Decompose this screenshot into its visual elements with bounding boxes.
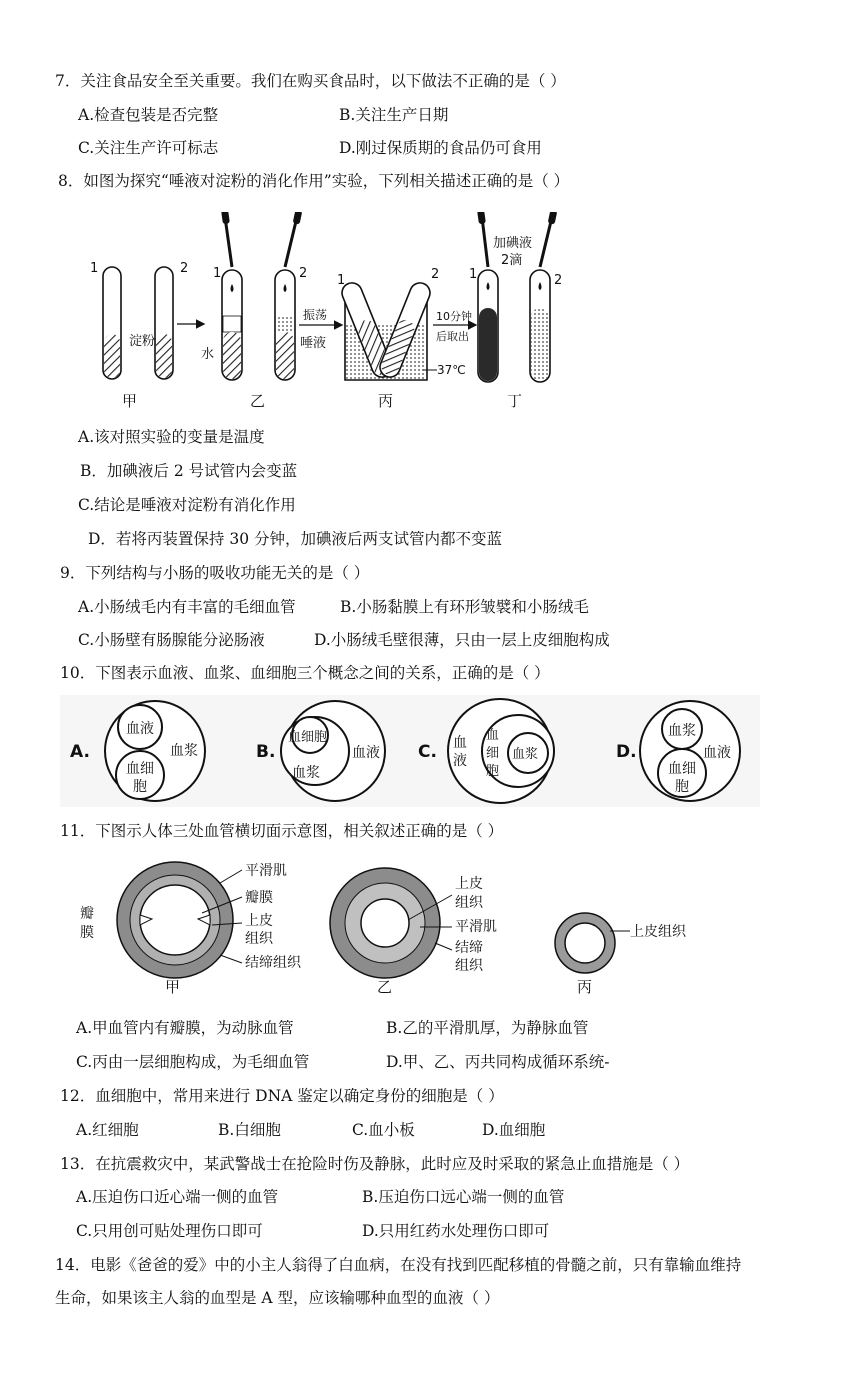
q8-experiment-figure <box>85 212 585 422</box>
bing-tube1-label: 1 <box>337 273 346 288</box>
jia-conn: 结缔组织 <box>245 955 301 971</box>
yi-conn2: 组织 <box>455 958 483 974</box>
q7-stem: 7．关注食品安全至关重要。我们在购买食品时，以下做法不正确的是（ ） <box>55 72 566 90</box>
fig-c-blood1: 血 <box>453 735 467 751</box>
ding-tube1-label: 1 <box>469 267 478 282</box>
jia-valve-l2: 膜 <box>80 925 94 941</box>
shake-label: 振荡 <box>303 308 328 322</box>
fig-b-cell: 血细胞 <box>288 730 328 745</box>
q11-option-c: C.丙由一层细胞构成，为毛细血管 <box>76 1053 310 1071</box>
fig-c-plasma: 血浆 <box>512 747 539 762</box>
q8-option-b: B．加碘液后 2 号试管内会变蓝 <box>80 462 298 480</box>
fig-d-cell2: 胞 <box>675 779 689 795</box>
fig-c-cell3: 胞 <box>486 764 500 779</box>
fig-a-cell2: 胞 <box>133 779 147 795</box>
label-bing: 丙 <box>378 392 394 410</box>
q12-option-d: D.血细胞 <box>482 1121 546 1139</box>
q7-option-b: B.关注生产日期 <box>339 106 449 124</box>
q12-option-c: C.血小板 <box>352 1121 415 1139</box>
starch-label-1: 淀粉 <box>129 334 156 349</box>
fig-a-plasma: 血浆 <box>170 743 198 759</box>
fig-c-cell2: 细 <box>486 746 500 761</box>
vessel-jia <box>80 862 302 996</box>
iodine-label: 加碘液 <box>493 236 533 251</box>
yi-conn1: 结缔 <box>455 940 483 956</box>
time-label: 10分钟 <box>436 310 472 323</box>
q13-option-c: C.只用创可贴处理伤口即可 <box>76 1222 263 1240</box>
yi-tube1-label: 1 <box>213 266 222 281</box>
ding-tube2-label: 2 <box>554 273 563 288</box>
q13-stem: 13．在抗震救灾中，某武警战士在抢险时伤及静脉，此时应及时采取的紧急止血措施是（ ） <box>60 1155 690 1173</box>
label-jia: 甲 <box>122 392 138 410</box>
fig-c-letter: C. <box>418 742 437 762</box>
yi-epi2: 组织 <box>455 895 483 911</box>
q8-option-c: C.结论是唾液对淀粉有消化作用 <box>78 496 296 514</box>
label-ding: 丁 <box>507 392 523 410</box>
vessel-bing <box>555 913 687 996</box>
jia-valve-l1: 瓣 <box>80 906 94 922</box>
q9-option-b: B.小肠黏膜上有环形皱襞和小肠绒毛 <box>340 598 589 616</box>
fig-a-blood: 血液 <box>126 721 154 737</box>
q12-option-a: A.红细胞 <box>76 1121 139 1139</box>
q9-stem: 9．下列结构与小肠的吸收功能无关的是（ ） <box>60 564 370 582</box>
label-yi: 乙 <box>250 392 266 410</box>
q13-option-b: B.压迫伤口远心端一侧的血管 <box>362 1188 565 1206</box>
fig-b-blood: 血液 <box>352 745 380 761</box>
fig-d-plasma: 血浆 <box>668 723 696 739</box>
yi-epi1: 上皮 <box>455 876 483 892</box>
fig-b-letter: B. <box>256 742 276 762</box>
fig-d-cell1: 血细 <box>668 761 696 777</box>
q14-line1: 14．电影《爸爸的爱》中的小主人翁得了白血病，在没有找到匹配移植的骨髓之前，只有靠输血维持 <box>55 1256 742 1274</box>
q9-option-a: A.小肠绒毛内有丰富的毛细血管 <box>78 598 296 616</box>
temp-label: 37℃ <box>437 363 466 377</box>
yi-tube2-label: 2 <box>299 266 308 281</box>
q9-option-c: C.小肠壁有肠腺能分泌肠液 <box>78 631 265 649</box>
takeout-label: 后取出 <box>436 330 469 343</box>
jia-epi1: 上皮 <box>245 913 273 929</box>
q12-stem: 12．血细胞中，常用来进行 DNA 鉴定以确定身份的细胞是（ ） <box>60 1087 504 1105</box>
q11-vessel-figure <box>70 855 730 1000</box>
tube-set-ding <box>469 212 562 410</box>
fig-d-letter: D. <box>616 742 637 762</box>
q11-option-a: A.甲血管内有瓣膜，为动脉血管 <box>76 1019 294 1037</box>
fig-c-cell1: 血 <box>486 728 500 743</box>
q8-stem: 8．如图为探究“唾液对淀粉的消化作用”实验，下列相关描述正确的是（ ） <box>58 172 570 190</box>
q7-option-d: D.刚过保质期的食品仍可食用 <box>339 139 542 157</box>
bing-tube2-label: 2 <box>431 267 440 282</box>
drops-label: 2滴 <box>501 253 523 268</box>
jia-epi2: 组织 <box>245 931 273 947</box>
tube-set-jia <box>90 261 188 410</box>
fig-c-blood2: 液 <box>453 753 467 769</box>
q7-option-a: A.检查包装是否完整 <box>78 106 219 124</box>
q10-concept-figure <box>60 695 760 807</box>
q7-option-c: C.关注生产许可标志 <box>78 139 219 157</box>
jia-tube1-label: 1 <box>90 261 99 276</box>
q8-option-d: D．若将丙装置保持 30 分钟，加碘液后两支试管内都不变蓝 <box>88 530 503 548</box>
fig-a-letter: A. <box>70 742 90 762</box>
fig-d-blood: 血液 <box>703 745 731 761</box>
q11-option-b: B.乙的平滑肌厚，为静脉血管 <box>386 1019 589 1037</box>
fig-b-plasma: 血浆 <box>292 765 320 781</box>
q8-option-a: A.该对照实验的变量是温度 <box>78 428 265 446</box>
vessel-yi <box>330 868 497 996</box>
q13-option-d: D.只用红药水处理伤口即可 <box>362 1222 550 1240</box>
label-yi: 乙 <box>377 978 393 996</box>
fig-a-cell1: 血细 <box>126 761 154 777</box>
q11-option-d: D.甲、乙、丙共同构成循环系统- <box>386 1053 610 1071</box>
yi-smooth: 平滑肌 <box>455 919 497 935</box>
bing-epi: 上皮组织 <box>630 924 686 940</box>
q12-option-b: B.白细胞 <box>218 1121 281 1139</box>
label-bing: 丙 <box>577 978 593 996</box>
jia-tube2-label: 2 <box>180 261 189 276</box>
saliva-label: 唾液 <box>300 336 327 351</box>
q11-stem: 11．下图示人体三处血管横切面示意图，相关叙述正确的是（ ） <box>60 822 504 840</box>
jia-smooth: 平滑肌 <box>245 863 287 879</box>
q10-stem: 10．下图表示血液、血浆、血细胞三个概念之间的关系，正确的是（ ） <box>60 664 550 682</box>
q13-option-a: A.压迫伤口近心端一侧的血管 <box>76 1188 279 1206</box>
q14-line2: 生命，如果该主人翁的血型是 A 型，应该输哪种血型的血液（ ） <box>55 1289 500 1307</box>
jia-valve: 瓣膜 <box>245 890 273 906</box>
water-label: 水 <box>201 347 215 362</box>
q9-option-d: D.小肠绒毛壁很薄，只由一层上皮细胞构成 <box>314 631 610 649</box>
label-jia: 甲 <box>165 978 181 996</box>
